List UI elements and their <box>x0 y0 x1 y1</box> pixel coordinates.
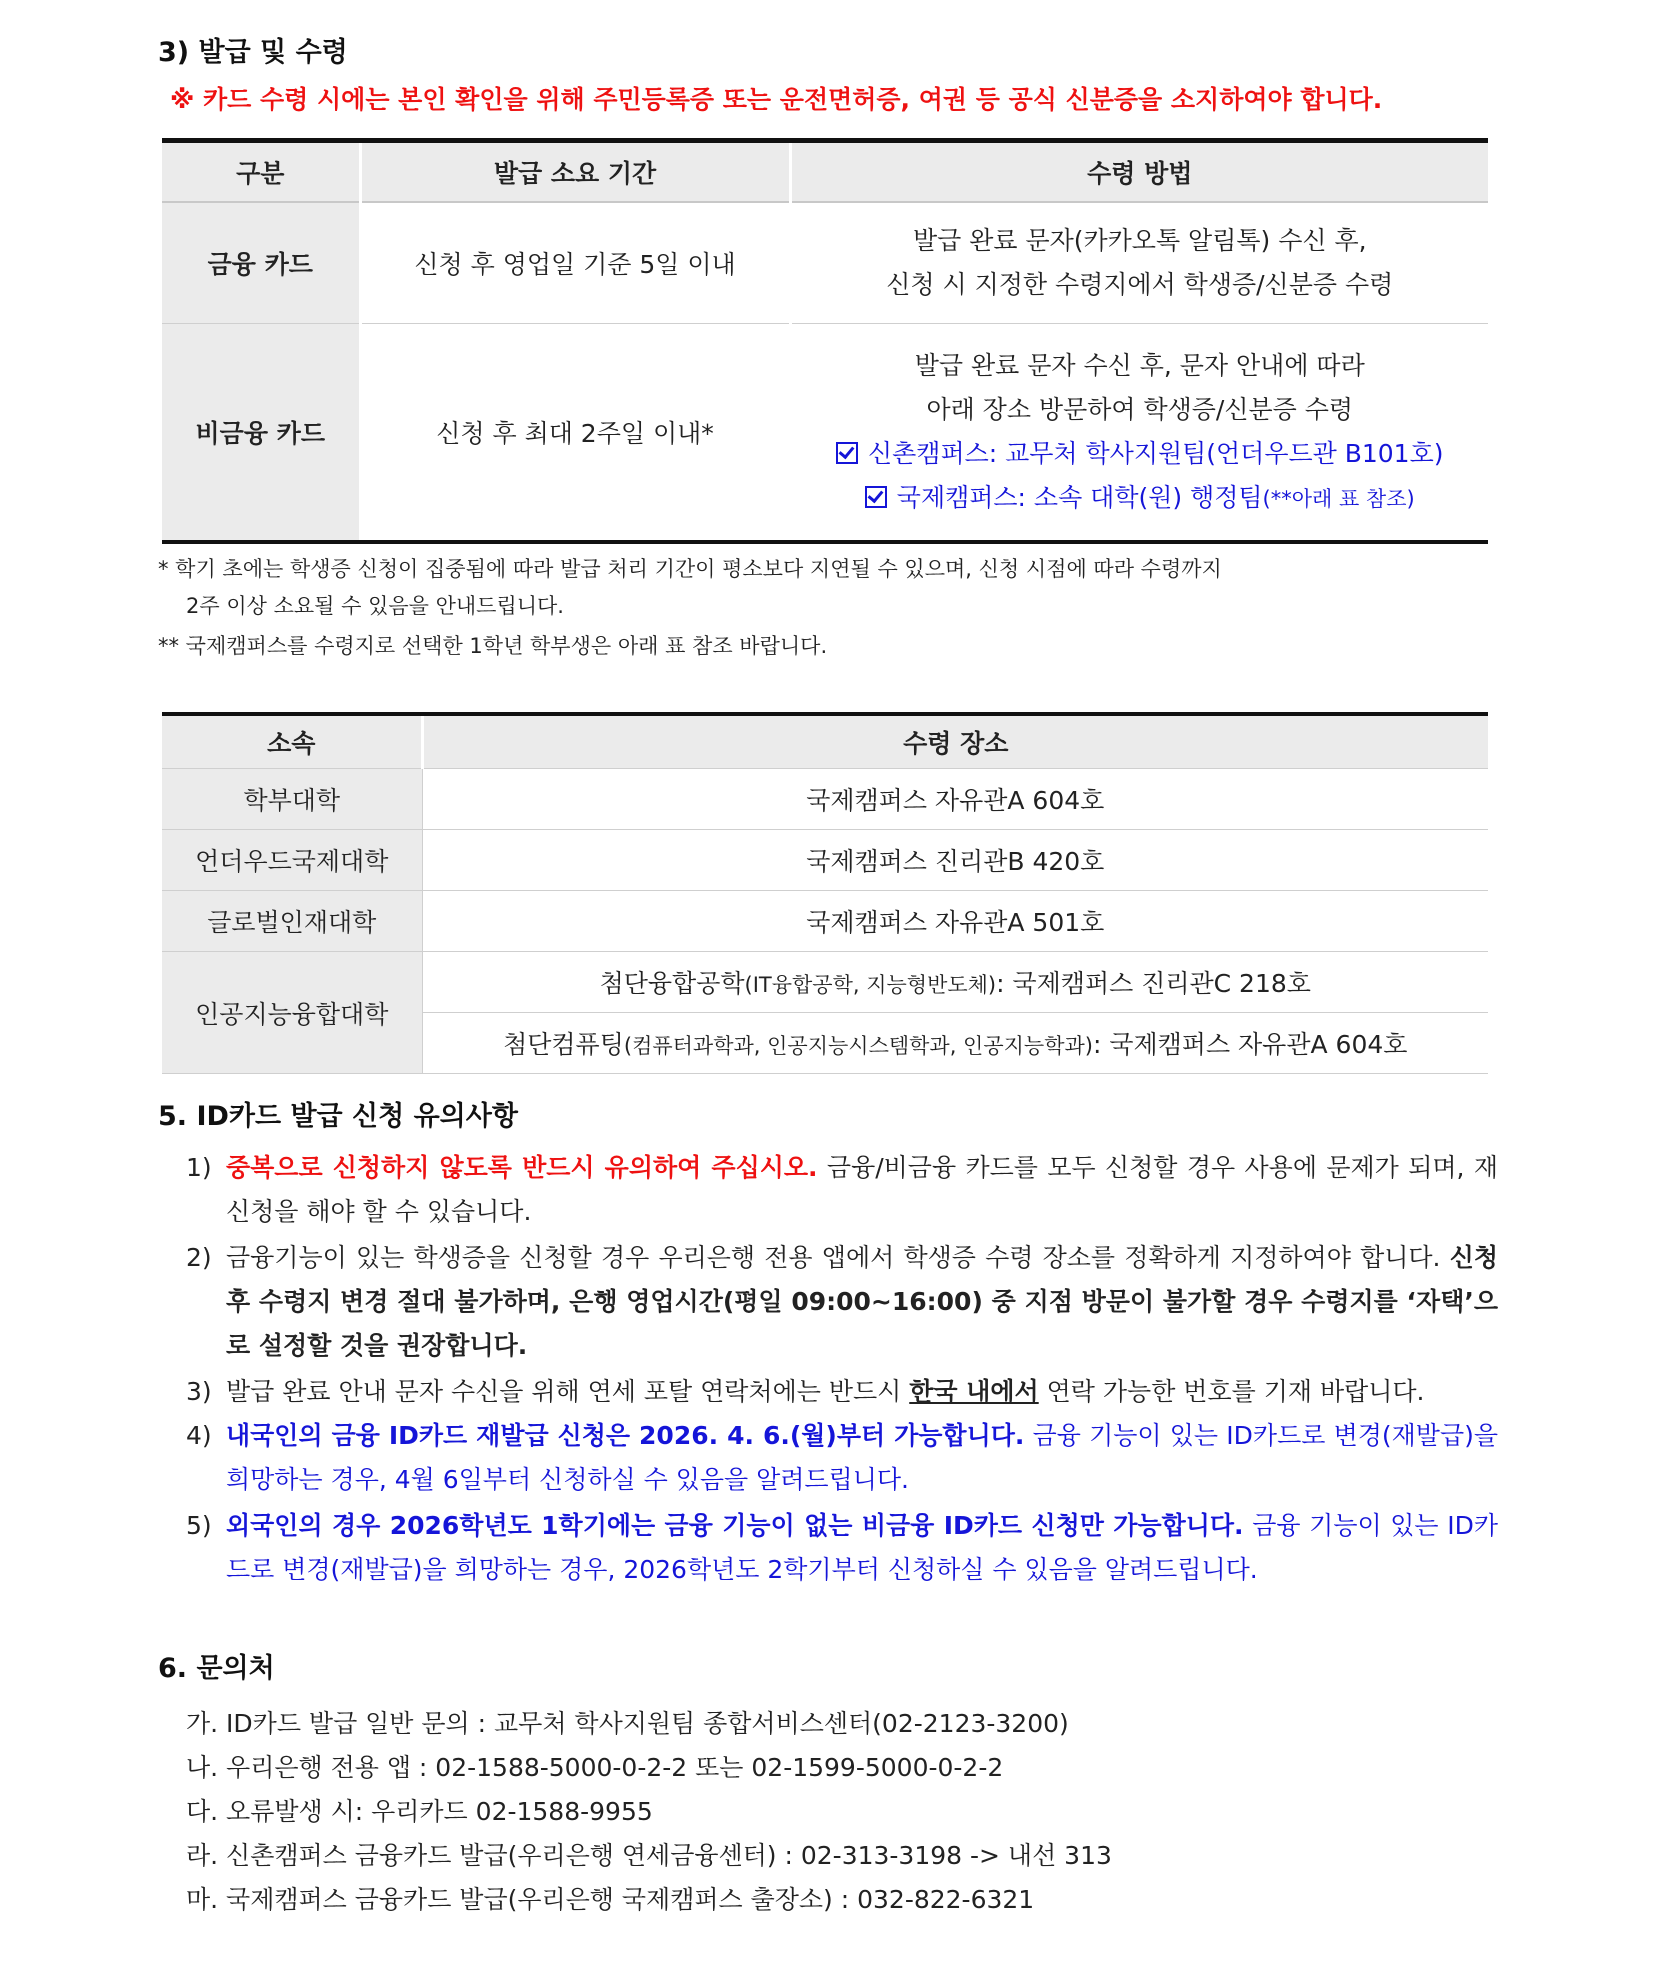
list-item: 5) 외국인의 경우 2026학년도 1학기에는 금융 기능이 없는 비금융 ID카드 신청만 가능합니다. 금융 기능이 있는 ID카드로 변경(재발급)을 희망하는 경우, 2026학년도 2학기부터 신청하실 수 있음을 알려드립니다. <box>186 1511 1498 1584</box>
checkbox-checked-icon <box>865 486 887 508</box>
table-header-row <box>162 141 1488 203</box>
checkbox-checked-icon <box>836 442 858 464</box>
header-location: 수령 장소 <box>422 714 1488 769</box>
contact-item: 라. 신촌캠퍼스 금융카드 발급(우리은행 연세금융센터) : 02-313-3198 -> 내선 313 <box>186 1841 1112 1870</box>
contact-item: 나. 우리은행 전용 앱 : 02-1588-5000-0-2-2 또는 02-1599-5000-0-2-2 <box>186 1753 1004 1782</box>
location: 국제캠퍼스 자유관A 604호 <box>422 769 1488 830</box>
table-row <box>162 952 1488 1013</box>
table-row <box>162 830 1488 891</box>
table-header-row <box>162 714 1488 769</box>
issue-period: 신청 후 최대 2주일 이내* <box>360 324 790 543</box>
section6-title: 6. 문의처 <box>158 1653 275 1684</box>
issue-period: 신청 후 영업일 기준 5일 이내 <box>360 202 790 324</box>
section3-title: 3) 발급 및 수령 <box>158 37 348 68</box>
global-location-text: 국제캠퍼스: 소속 대학(원) 행정팀 <box>896 482 1263 512</box>
location: 국제캠퍼스 자유관A 501호 <box>422 891 1488 952</box>
table-row <box>162 324 1488 543</box>
header-affiliation: 소속 <box>162 714 422 769</box>
affiliation: 글로벌인재대학 <box>162 891 422 952</box>
footnote-1-cont: 2주 이상 소요될 수 있음을 안내드립니다. <box>186 594 564 618</box>
list-item: 3) 발급 완료 안내 문자 수신을 위해 연세 포탈 연락처에는 반드시 한국 내에서 연락 가능한 번호를 기재 바랍니다. <box>186 1377 1425 1406</box>
global-location <box>793 476 1488 521</box>
header-period: 발급 소요 기간 <box>360 141 790 203</box>
footnote-1: * 학기 초에는 학생증 신청이 집중됨에 따라 발급 처리 기간이 평소보다 지연될 수 있으며, 신청 시점에 따라 수령까지 <box>158 557 1222 581</box>
location: 첨단컴퓨팅(컴퓨터과학과, 인공지능시스템학과, 인공지능학과): 국제캠퍼스 자유관A 604호 <box>422 1013 1488 1074</box>
affiliation: 학부대학 <box>162 769 422 830</box>
issuance-table <box>162 138 1488 544</box>
location: 국제캠퍼스 진리관B 420호 <box>422 830 1488 891</box>
contact-item: 마. 국제캠퍼스 금융카드 발급(우리은행 국제캠퍼스 출장소) : 032-822-6321 <box>186 1885 1035 1914</box>
sinchon-location <box>793 432 1488 476</box>
affiliation: 언더우드국제대학 <box>162 830 422 891</box>
card-type: 비금융 카드 <box>162 324 360 543</box>
method-line: 발급 완료 문자 수신 후, 문자 안내에 따라 <box>914 350 1365 380</box>
affiliation: 인공지능융합대학 <box>162 952 422 1074</box>
location: 첨단융합공학(IT융합공학, 지능형반도체): 국제캠퍼스 진리관C 218호 <box>422 952 1488 1013</box>
list-item: 2) 금융기능이 있는 학생증을 신청할 경우 우리은행 전용 앱에서 학생증 수령 장소를 정확하게 지정하여야 합니다. 신청 후 수령지 변경 절대 불가하며, 은행 영업시간(평일 09:00~16:00) 중 지점 방문이 불가할 경우 수령지를 ‘자택’으로 설정할 것을 권장합니다. <box>186 1243 1498 1360</box>
header-type: 구분 <box>162 141 360 203</box>
pickup-method <box>790 324 1488 543</box>
id-notice: ※ 카드 수령 시에는 본인 확인을 위해 주민등록증 또는 운전면허증, 여권 등 공식 신분증을 소지하여야 합니다. <box>170 85 1383 114</box>
card-type: 금융 카드 <box>162 202 360 324</box>
table-row <box>162 891 1488 952</box>
header-method: 수령 방법 <box>790 141 1488 203</box>
global-location-note: (**아래 표 참조) <box>1262 486 1415 511</box>
sinchon-location-text: 신촌캠퍼스: 교무처 학사지원팀(언더우드관 B101호) <box>868 438 1444 468</box>
table-row <box>162 769 1488 830</box>
footnote-2: ** 국제캠퍼스를 수령지로 선택한 1학년 학부생은 아래 표 참조 바랍니다. <box>158 634 828 658</box>
pickup-location-table <box>162 712 1488 1074</box>
method-line: 발급 완료 문자(카카오톡 알림톡) 수신 후, <box>912 226 1367 255</box>
list-item: 4) 내국인의 금융 ID카드 재발급 신청은 2026. 4. 6.(월)부터 가능합니다. 금융 기능이 있는 ID카드로 변경(재발급)을 희망하는 경우, 4월 6일부터 신청하실 수 있음을 알려드립니다. <box>186 1421 1498 1494</box>
pickup-method <box>790 202 1488 324</box>
method-line: 아래 장소 방문하여 학생증/신분증 수령 <box>926 394 1354 424</box>
method-line: 신청 시 지정한 수령지에서 학생증/신분증 수령 <box>886 270 1394 299</box>
table-row <box>162 202 1488 324</box>
list-item: 1) 중복으로 신청하지 않도록 반드시 유의하여 주십시오. 금융/비금융 카드를 모두 신청할 경우 사용에 문제가 되며, 재신청을 해야 할 수 있습니다. <box>186 1153 1498 1226</box>
contact-item: 가. ID카드 발급 일반 문의 : 교무처 학사지원팀 종합서비스센터(02-2123-3200) <box>186 1709 1069 1738</box>
section5-title: 5. ID카드 발급 신청 유의사항 <box>158 1101 518 1132</box>
contact-item: 다. 오류발생 시: 우리카드 02-1588-9955 <box>186 1797 653 1826</box>
